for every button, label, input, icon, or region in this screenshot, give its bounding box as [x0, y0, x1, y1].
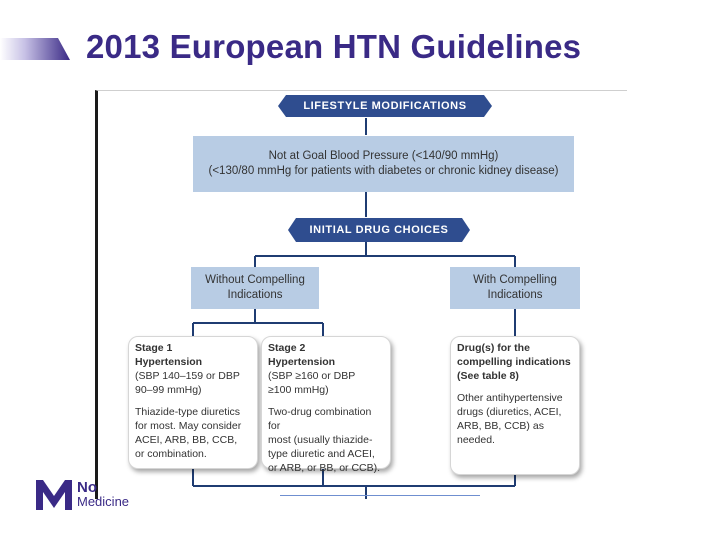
without-line-1: Without Compelling	[205, 274, 305, 286]
stage-1-rx-2: for most. May consider	[135, 420, 242, 432]
stage-2-rx-4: or ARB, or BB, or CCB).	[268, 462, 381, 474]
compelling-line-3: (See table 8)	[457, 370, 519, 382]
goal-line-1: Not at Goal Blood Pressure (<140/90 mmHg)	[268, 150, 499, 162]
stage-1-bp-2: 90–99 mmHg)	[135, 384, 202, 396]
compelling-line-1: Drug(s) for the	[457, 342, 530, 354]
compelling-other-2: drugs (diuretics, ACEI,	[457, 406, 562, 418]
compelling-other-1: Other antihypertensive	[457, 392, 563, 404]
slide-title: 2013 European HTN Guidelines	[86, 28, 582, 65]
figure-bottom-rule	[280, 495, 480, 496]
compelling-indications-drugs-card	[450, 336, 580, 475]
title-accent-bar	[0, 36, 70, 62]
logo-text-line-1: No	[77, 479, 97, 496]
goal-blood-pressure-box	[193, 136, 574, 192]
with-line-1: With Compelling	[473, 274, 557, 286]
with-compelling-indications-box	[450, 267, 580, 309]
hypertension-algorithm-figure	[95, 90, 627, 499]
with-line-2: Indications	[487, 289, 543, 301]
stage-2-heading-1: Stage 2	[268, 342, 306, 354]
compelling-other-3: ARB, BB, CCB) as needed.	[457, 420, 544, 446]
goal-line-2: (<130/80 mmHg for patients with diabetes or chronic kidney disease)	[208, 165, 559, 177]
stage-1-bp-1: (SBP 140–159 or DBP	[135, 370, 240, 382]
compelling-line-2: compelling indications	[457, 356, 571, 368]
northwestern-medicine-logo-icon	[34, 478, 74, 512]
lifestyle-modifications-label: LIFESTYLE MODIFICATIONS	[303, 100, 467, 112]
stage-2-rx-1: Two-drug combination for	[268, 406, 372, 432]
stage-2-heading-2: Hypertension	[268, 356, 336, 368]
logo-text-line-2: Medicine	[77, 494, 130, 509]
without-line-2: Indications	[227, 289, 283, 301]
stage-1-heading-2: Hypertension	[135, 356, 203, 368]
initial-drug-choices-banner	[288, 218, 470, 242]
stage-2-bp-1: (SBP ≥160 or DBP	[268, 370, 356, 382]
stage-2-rx-3: type diuretic and ACEI,	[268, 448, 375, 460]
stage-2-rx-2: most (usually thiazide-	[268, 434, 373, 446]
stage-1-hypertension-card	[128, 336, 258, 469]
stage-2-bp-2: ≥100 mmHg)	[268, 384, 329, 396]
stage-1-rx-3: ACEI, ARB, BB, CCB,	[135, 434, 238, 446]
stage-1-rx-4: or combination.	[135, 448, 207, 460]
stage-1-heading-1: Stage 1	[135, 342, 173, 354]
lifestyle-modifications-banner	[278, 95, 492, 117]
without-compelling-indications-box	[191, 267, 319, 309]
initial-drug-choices-label: INITIAL DRUG CHOICES	[309, 224, 449, 236]
stage-2-hypertension-card	[261, 336, 391, 474]
stage-1-rx-1: Thiazide-type diuretics	[135, 406, 241, 418]
